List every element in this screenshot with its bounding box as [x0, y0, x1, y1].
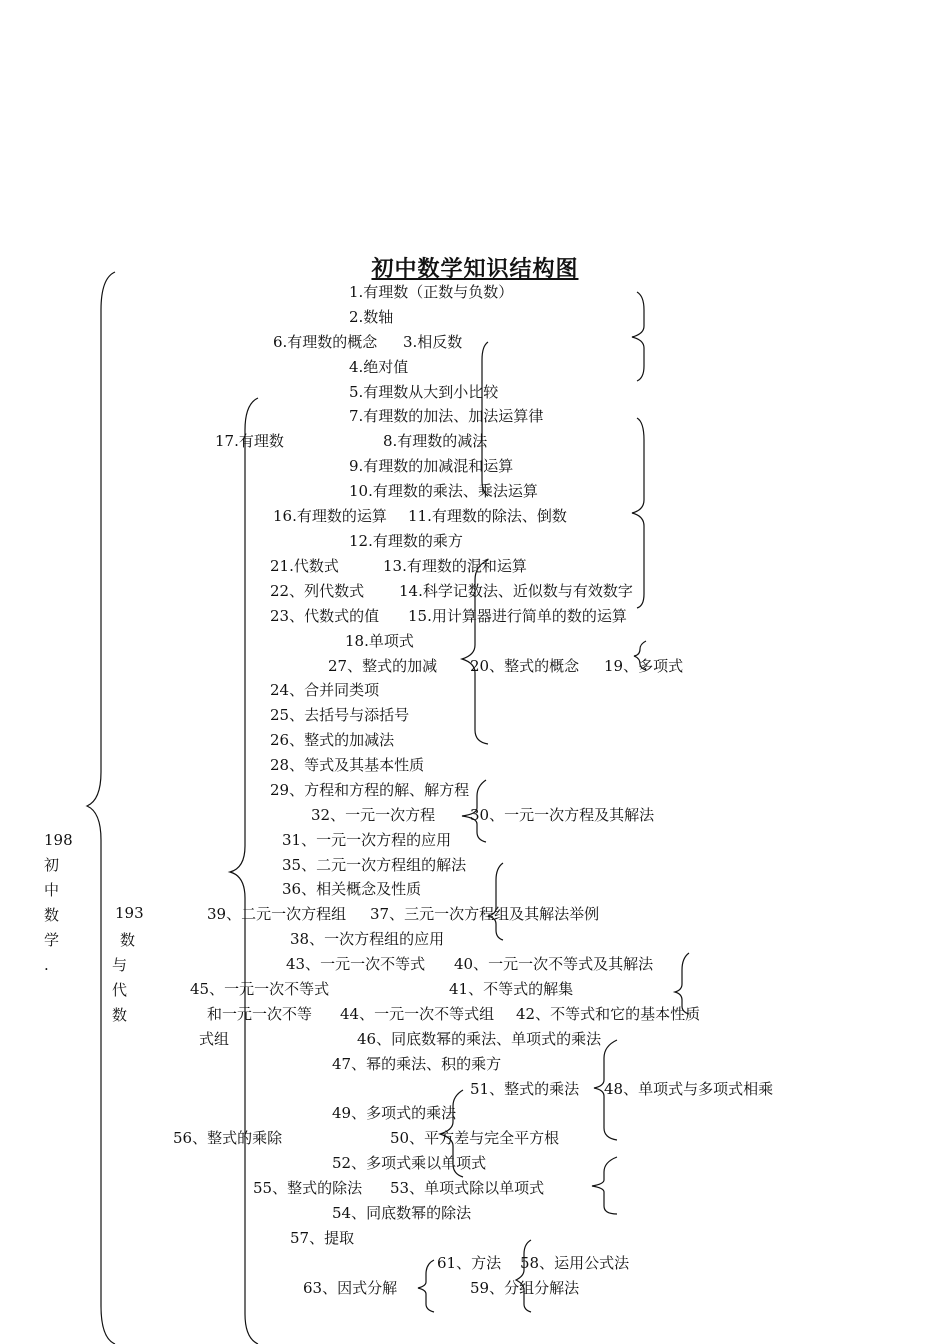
node-label: 15.用计算器进行简单的数的运算 — [408, 607, 627, 625]
node-label: 31、一元一次方程的应用 — [282, 831, 452, 849]
node-label: 37、三元一次方程组及其解法举例 — [370, 905, 600, 923]
node-label: 53、单项式除以单项式 — [390, 1179, 545, 1197]
node-label: 8.有理数的减法 — [383, 432, 488, 450]
right-brace — [632, 418, 644, 608]
left-brace — [418, 1260, 434, 1312]
node-label: 30、一元一次方程及其解法 — [470, 806, 655, 824]
node-label: 40、一元一次不等式及其解法 — [454, 955, 654, 973]
node-label: 39、二元一次方程组 — [207, 905, 347, 923]
node-label: 23、代数式的值 — [270, 607, 380, 625]
node-label: 52、多项式乘以单项式 — [332, 1154, 487, 1172]
branch-count: 193 — [115, 904, 144, 922]
node-label: 36、相关概念及性质 — [282, 880, 422, 898]
node-label: 6.有理数的概念 — [273, 333, 378, 351]
left-brace — [594, 1040, 617, 1140]
root-char: 数 — [44, 906, 60, 924]
right-brace — [632, 292, 644, 381]
node-label: 22、列代数式 — [270, 582, 365, 600]
branch-char: 数 — [112, 1006, 128, 1024]
node-label: 48、单项式与多项式相乘 — [604, 1080, 774, 1098]
node-label: 32、一元一次方程 — [311, 806, 436, 824]
node-label: 18.单项式 — [345, 632, 414, 650]
node-label: 54、同底数幂的除法 — [332, 1204, 472, 1222]
node-label: 57、提取 — [290, 1229, 355, 1247]
node-label: 49、多项式的乘法 — [332, 1104, 457, 1122]
node-label: 2.数轴 — [349, 308, 394, 326]
diagram-title: 初中数学知识结构图 — [371, 256, 579, 282]
node-label: 46、同底数幂的乘法、单项式的乘法 — [357, 1030, 602, 1048]
branch-char: 代 — [112, 981, 128, 999]
node-label: 63、因式分解 — [303, 1279, 398, 1297]
left-brace — [87, 272, 115, 1344]
node-label: 29、方程和方程的解、解方程 — [270, 781, 470, 799]
node-label: 51、整式的乘法 — [470, 1080, 580, 1098]
node-label: 4.绝对值 — [349, 358, 409, 376]
node-label: 50、平方差与完全平方根 — [390, 1129, 560, 1147]
node-label: 28、等式及其基本性质 — [270, 756, 425, 774]
node-label: 9.有理数的加减混和运算 — [349, 457, 514, 475]
left-brace — [592, 1157, 617, 1214]
node-label: 61、方法 — [437, 1254, 502, 1272]
node-label: 43、一元一次不等式 — [286, 955, 426, 973]
root-char: . — [44, 956, 49, 974]
node-label: 41、不等式的解集 — [449, 980, 574, 998]
node-label: 24、合并同类项 — [270, 681, 380, 699]
node-label: 20、整式的概念 — [470, 657, 580, 675]
left-brace — [634, 641, 646, 670]
node-label: 27、整式的加减 — [328, 657, 438, 675]
node-label: 44、一元一次不等式组 — [340, 1005, 495, 1023]
node-label: 56、整式的乘除 — [173, 1129, 283, 1147]
node-label: 26、整式的加减法 — [270, 731, 395, 749]
root-char: 学 — [44, 931, 60, 949]
node-label: 5.有理数从大到小比较 — [349, 383, 499, 401]
left-brace — [482, 342, 488, 496]
node-label: 38、一次方程组的应用 — [290, 930, 445, 948]
node-label: 17.有理数 — [215, 432, 284, 450]
node-label: 55、整式的除法 — [253, 1179, 363, 1197]
root-char: 中 — [44, 881, 60, 899]
node-label: 1.有理数（正数与负数） — [349, 283, 514, 301]
left-brace — [462, 780, 486, 842]
node-label: 19、多项式 — [604, 657, 684, 675]
node-label: 12.有理数的乘方 — [349, 532, 463, 550]
left-brace — [675, 953, 689, 1014]
left-brace — [230, 398, 258, 1344]
node-label: 58、运用公式法 — [520, 1254, 630, 1272]
node-label: 42、不等式和它的基本性质 — [516, 1005, 701, 1023]
node-label: 21.代数式 — [270, 557, 339, 575]
branch-char: 与 — [112, 956, 128, 974]
node-label: 25、去括号与添括号 — [270, 706, 410, 724]
left-brace — [516, 1240, 531, 1312]
node-label: 和一元一次不等 — [207, 1005, 313, 1023]
root-count: 198 — [44, 831, 73, 849]
node-label: 59、分组分解法 — [470, 1279, 580, 1297]
node-label: 16.有理数的运算 — [273, 507, 387, 525]
node-label: 35、二元一次方程组的解法 — [282, 856, 467, 874]
left-brace — [488, 863, 503, 940]
left-brace — [440, 1090, 463, 1177]
branch-char: 数 — [120, 931, 136, 949]
node-label: 7.有理数的加法、加法运算律 — [349, 407, 544, 425]
node-label: 14.科学记数法、近似数与有效数字 — [399, 582, 633, 600]
node-label: 式组 — [199, 1030, 230, 1048]
node-label: 13.有理数的混和运算 — [383, 557, 527, 575]
node-label: 10.有理数的乘法、乘法运算 — [349, 482, 538, 500]
left-brace — [462, 560, 488, 744]
node-label: 3.相反数 — [403, 333, 463, 351]
node-label: 45、一元一次不等式 — [190, 980, 330, 998]
node-label: 11.有理数的除法、倒数 — [408, 507, 567, 525]
node-label: 47、幂的乘法、积的乘方 — [332, 1055, 502, 1073]
root-char: 初 — [44, 856, 60, 874]
